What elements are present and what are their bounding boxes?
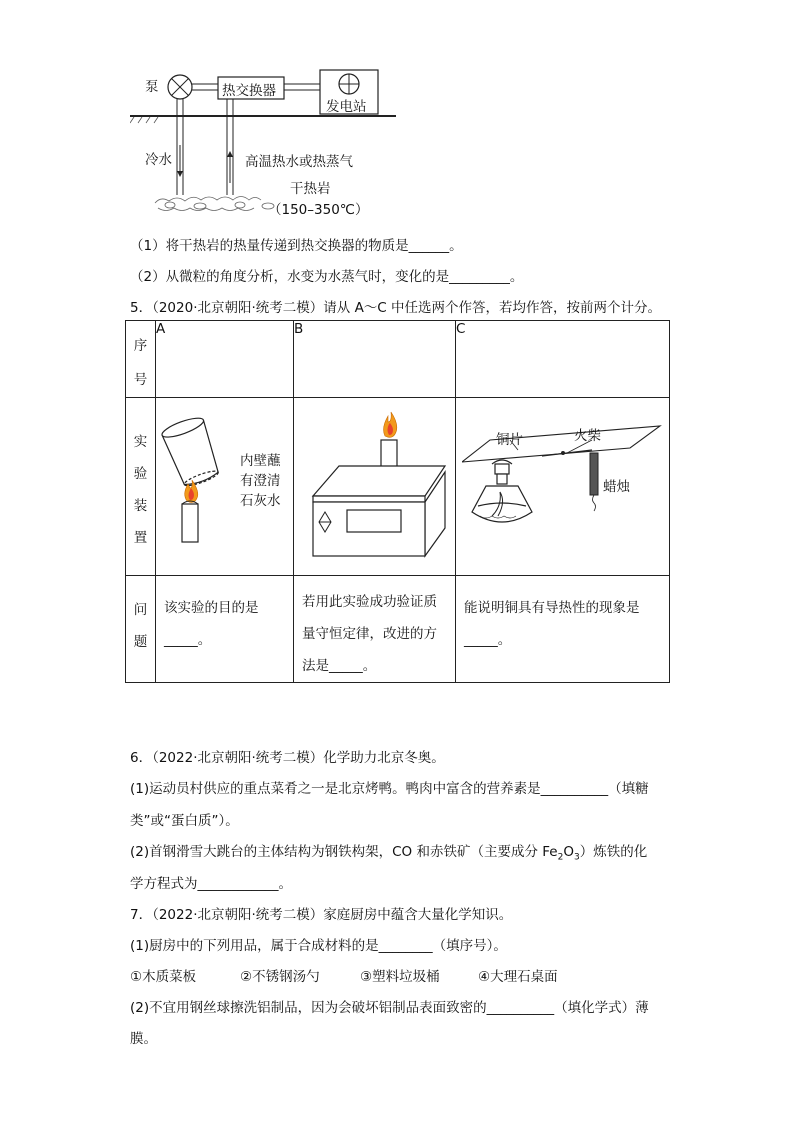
q7-option-2: ②不锈钢汤勺 bbox=[240, 969, 320, 985]
rock-label: 干热岩 bbox=[290, 181, 331, 197]
q4-part1: （1）将干热岩的热量传递到热交换器的物质是______。 bbox=[130, 238, 463, 254]
q7-part1: (1)厨房中的下列用品，属于合成材料的是________（填序号）。 bbox=[130, 938, 507, 954]
q4-part2: （2）从微粒的角度分析，水变为水蒸气时，变化的是_________。 bbox=[130, 269, 524, 285]
alcohol-lamp-icon bbox=[472, 460, 532, 522]
question-b-text: 若用此实验成功验证质量守恒定律，改进的方法是_____。 bbox=[302, 594, 437, 674]
question-c bbox=[456, 576, 670, 683]
q6-part2-line2: 学方程式为____________。 bbox=[130, 876, 292, 892]
row-header-apparatus bbox=[126, 398, 156, 576]
question-a-text: 该实验的目的是_____。 bbox=[164, 600, 259, 648]
apparatus-c-drawing bbox=[462, 420, 667, 555]
balance-display bbox=[347, 510, 401, 532]
q7-part2-line2: 膜。 bbox=[130, 1031, 157, 1047]
q7-option-4: ④大理石桌面 bbox=[478, 969, 558, 985]
a-label: 内壁蘸有澄清石灰水 bbox=[240, 453, 281, 509]
candle-icon bbox=[590, 453, 598, 495]
plant-label: 发电站 bbox=[326, 99, 367, 115]
q7-option-1: ①木质菜板 bbox=[130, 969, 197, 985]
q6-sub-1: 2 bbox=[557, 852, 564, 863]
hot-water-label: 高温热水或热蒸气 bbox=[245, 154, 353, 170]
row-header-index-text: 序号 bbox=[133, 338, 148, 388]
rock-temp-label: （150–350℃） bbox=[268, 202, 369, 218]
rock-scribble bbox=[155, 197, 274, 211]
q6-part2-line1 bbox=[130, 840, 647, 863]
q6-part2-pre: (2)首钢滑雪大跳台的主体结构为钢铁构架，CO 和赤铁矿（主要成分 Fe bbox=[130, 844, 558, 860]
q6-part1-line2: 类”或“蛋白质”）。 bbox=[130, 813, 239, 829]
col-header-a: A bbox=[156, 321, 294, 398]
cold-water-label: 冷水 bbox=[145, 152, 172, 168]
q6-part2-mid: O bbox=[563, 844, 574, 860]
apparatus-a-drawing bbox=[160, 408, 240, 548]
question-a bbox=[156, 576, 294, 683]
col-header-b: B bbox=[294, 321, 456, 398]
pump-label: 泵 bbox=[145, 79, 159, 95]
c-label-match: 火柴 bbox=[574, 428, 601, 444]
apparatus-b-drawing bbox=[305, 410, 450, 558]
q5-stem: 5．（2020·北京朝阳·统考二模）请从 A～C 中任选两个作答，若均作答，按前两个计分。 bbox=[130, 300, 662, 316]
row-header-question bbox=[126, 576, 156, 683]
question-b bbox=[294, 576, 456, 683]
row-header-question-text: 问题 bbox=[133, 602, 148, 650]
copper-sheet bbox=[462, 426, 660, 462]
q7-part2-line1: (2)不宜用钢丝球擦洗铝制品，因为会破坏铝制品表面致密的__________（填化学式）薄 bbox=[130, 1000, 649, 1016]
q6-part1-line1: (1)运动员村供应的重点菜肴之一是北京烤鸭。鸭肉中富含的营养素是__________（填糖 bbox=[130, 781, 649, 797]
q7-stem: 7．（2022·北京朝阳·统考二模）家庭厨房中蕴含大量化学知识。 bbox=[130, 907, 513, 923]
candle-icon bbox=[182, 504, 198, 542]
q6-stem: 6．（2022·北京朝阳·统考二模）化学助力北京冬奥。 bbox=[130, 750, 445, 766]
row-header-apparatus-text: 实验装置 bbox=[133, 434, 148, 546]
c-label-copper: 铜片 bbox=[496, 432, 523, 448]
row-header-index bbox=[126, 321, 156, 398]
q7-option-3: ③塑料垃圾桶 bbox=[360, 969, 440, 985]
c-label-candle: 蜡烛 bbox=[603, 479, 630, 495]
col-header-c: C bbox=[456, 321, 670, 398]
question-c-text: 能说明铜具有导热性的现象是_____。 bbox=[464, 600, 640, 648]
q6-sub-2: 3 bbox=[573, 852, 580, 863]
q6-part2-post: ）炼铁的化 bbox=[579, 844, 648, 860]
exchanger-label: 热交换器 bbox=[222, 83, 276, 99]
